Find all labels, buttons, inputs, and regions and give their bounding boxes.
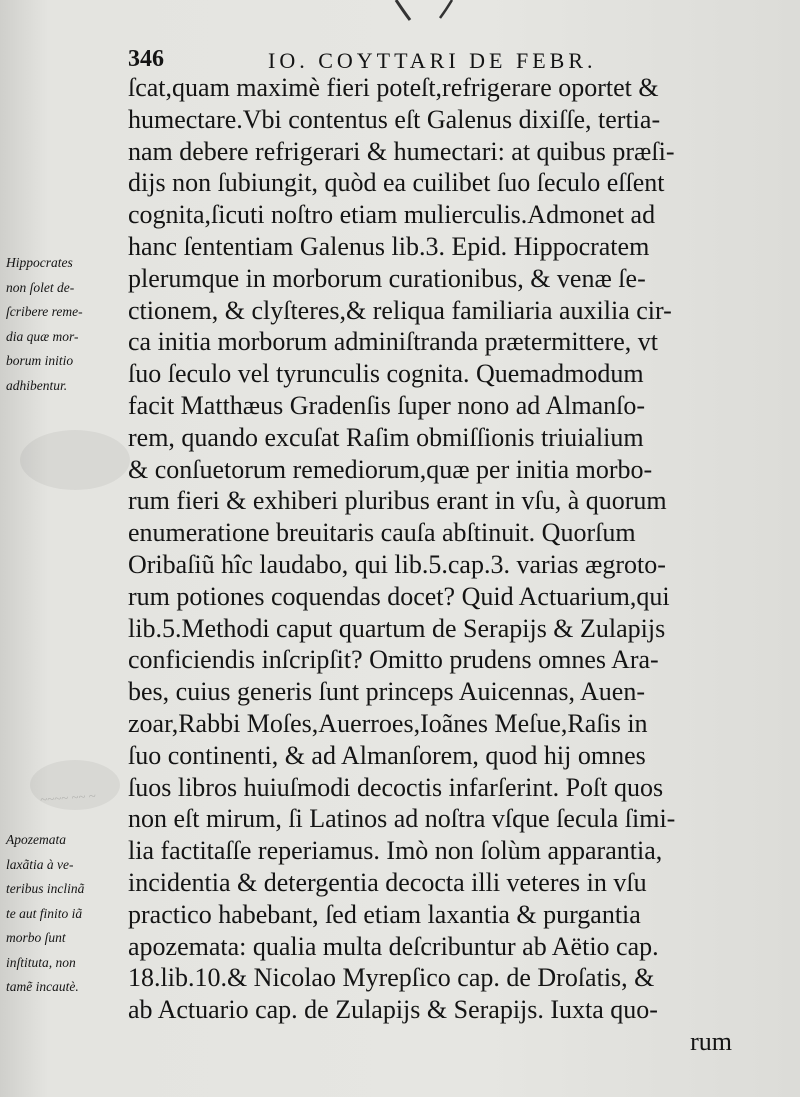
marginal-note-line: inſtituta, non xyxy=(6,954,76,970)
text-line: ſuo ſeculo vel tyrunculis cognita. Quemadmodum xyxy=(128,359,644,389)
text-line: bes, cuius generis ſunt princeps Auicennas, Auen- xyxy=(128,677,645,707)
text-line: rem, quando excuſat Raſim obmiſſionis triuialium xyxy=(128,422,644,452)
marginal-note xyxy=(6,251,126,398)
marginal-note-line: ſcribere reme- xyxy=(6,304,83,319)
text-line: lib.5.Methodi caput quartum de Serapijs & Zulapijs xyxy=(128,613,666,643)
text-line: apozemata: qualia multa deſcribuntur ab Aëtio cap. xyxy=(128,931,659,961)
text-line: ſuo continenti, & ad Almanſorem, quod hij omnes xyxy=(128,740,646,770)
marginal-note-line: non ſolet de- xyxy=(6,279,75,295)
marginal-note-line: teribus inclinã xyxy=(6,881,85,896)
marginal-note-line: borum initio xyxy=(6,353,74,368)
main-text-block xyxy=(128,72,738,1058)
marginal-note-line: adhibentur. xyxy=(6,377,68,393)
marginal-note-line: tamẽ incautè. xyxy=(6,979,79,994)
text-line: ca initia morborum adminiſtranda prætermittere, vt xyxy=(128,327,658,357)
text-line: lia factitaſſe reperiamus. Imò non ſolùm apparantia, xyxy=(128,836,663,866)
text-line: plerumque in morborum curationibus, & venæ ſe- xyxy=(128,263,646,293)
text-line: ctionem, & clyſteres,& reliqua familiaria auxilia cir- xyxy=(128,295,672,325)
text-line: cognita,ſicuti noſtro etiam mulierculis.Admonet ad xyxy=(128,200,656,230)
text-line: ſcat,quam maximè fieri poteſt,refrigerare oportet & xyxy=(128,73,659,102)
marginal-note-line: Hippocrates xyxy=(6,255,73,270)
page-header xyxy=(120,44,640,74)
text-line: hanc ſententiam Galenus lib.3. Epid. Hippocratem xyxy=(128,231,650,261)
marginal-note-line: morbo ſunt xyxy=(6,930,66,945)
text-line: 18.lib.10.& Nicolao Myrepſico cap. de Droſatis, & xyxy=(128,963,655,993)
marginal-note-line: Apozemata xyxy=(6,832,66,847)
text-line: Oribaſiũ hîc laudabo, qui lib.5.cap.3. varias ægroto- xyxy=(128,549,666,579)
text-line: ab Actuario cap. de Zulapijs & Serapijs. Iuxta quo- xyxy=(128,995,658,1025)
text-line: enumeratione breuitaris cauſa abſtinuit. Quorſum xyxy=(128,518,636,548)
headpiece-ornament xyxy=(382,0,472,22)
page-stain xyxy=(20,430,130,490)
marginal-note xyxy=(6,828,126,1000)
text-line: nam debere refrigerari & humectari: at quibus præſi- xyxy=(128,136,675,166)
text-line: incidentia & detergentia decocta illi veteres in vſu xyxy=(128,867,647,897)
bleed-through-text: ~~~~ ~~ ~ xyxy=(39,788,97,807)
text-line: ſuos libros huiuſmodi decoctis infarſerint. Poſt quos xyxy=(128,772,664,802)
running-title: IO. COYTTARI DE FEBR. xyxy=(268,48,597,73)
text-line: humectare.Vbi contentus eſt Galenus dixiſſe, tertia- xyxy=(128,104,661,134)
catchword: rum xyxy=(690,1026,732,1056)
text-line: facit Matthæus Gradenſis ſuper nono ad Almanſo- xyxy=(128,390,646,420)
marginal-note-line: dia quæ mor- xyxy=(6,328,79,344)
text-line: practico habebant, ſed etiam laxantia & purgantia xyxy=(128,899,641,929)
text-line: conficiendis inſcripſit? Omitto prudens omnes Ara- xyxy=(128,645,659,675)
page-number: 346 xyxy=(128,46,164,72)
text-line: non eſt mirum, ſi Latinos ad noſtra vſque ſecula ſimi- xyxy=(128,804,676,834)
text-line: dijs non ſubiungit, quòd ea cuilibet ſuo ſeculo eſſent xyxy=(128,168,665,198)
text-line: & conſuetorum remediorum,quæ per initia morbo- xyxy=(128,454,653,484)
text-line: rum potiones coquendas docet? Quid Actuarium,qui xyxy=(128,581,670,611)
text-line: rum fieri & exhiberi pluribus erant in vſu, à quorum xyxy=(128,486,667,516)
marginal-note-line: laxãtia à ve- xyxy=(6,856,74,872)
text-line: zoar,Rabbi Moſes,Auerroes,Ioãnes Meſue,Raſis in xyxy=(128,708,648,738)
marginal-note-line: te aut finito iã xyxy=(6,905,83,921)
